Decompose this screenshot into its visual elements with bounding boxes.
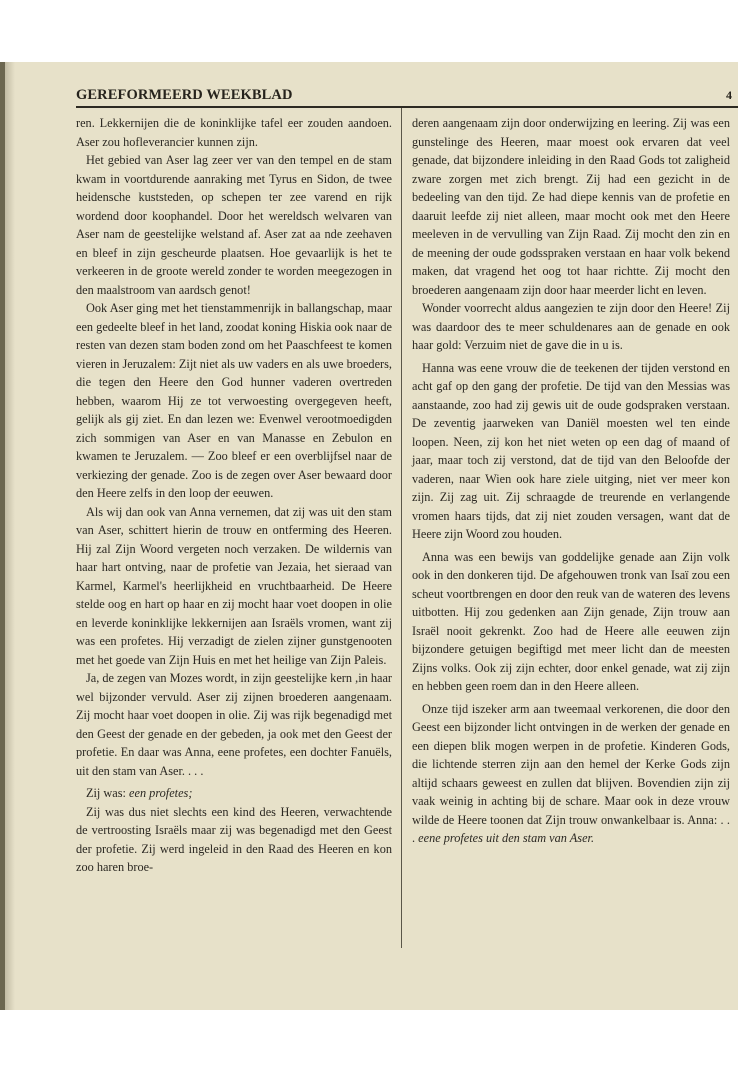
page-header [76,86,738,108]
right-column [412,114,730,848]
paragraph: Zij was dus niet slechts een kind des Heeren, verwachtende de vertroosting Israëls maar zij was begenadigd met den Geest der profetie. Zij werd ingeleid in den Raad des Heeren en kon zoo haren broe- [76,804,392,874]
left-column [76,114,392,877]
paragraph: Wonder voorrecht aldus aangezien te zijn door den Heere! Zij was daardoor des te meer schuldenares aan de genade en ook haar gold: Verzuim niet de gave die in u is. [412,301,730,352]
column-divider [401,108,402,948]
paragraph: Hanna was eene vrouw die de teekenen der tijden verstond en acht gaf op den gang der profetie. De tijd van den Messias was aanstaande, zoo had zij gewis uit de oude godspraken verstaan. De zeventig jaarweken van Daniël moesten wel ten einde loopen. Neen, zij kon het niet weten op een dag of maand of jaar, maar toch zij verstond, dat de tijd van den Beloofde der vaderen, naar Wien ook hare ziele uitging, niet ver meer kon zijn. Zij zag uit. Zij schraagde de treurende en verlangende vromen haars tijds, dat zij niet zouden versagen, want dat de Heere zijn Woord zou houden. [412,360,730,541]
paragraph: Ja, de zegen van Mozes wordt, in zijn geestelijke kern ,in haar wel bijzonder vervuld. Aser zij zijnen broederen aangenaam. Zij mocht haar voet doopen in olie. Zij was rijk begenadigd met den Geest der genade en der gebeden, ja ook met den Geest der profetie. En daar was Anna, eene profetes, een dochter Fanuëls, uit den stam van Aser. . . . [76,671,392,778]
page-edge-shadow [5,62,15,1010]
page-number: 4 [726,88,732,102]
paragraph: Als wij dan ook van Anna vernemen, dat zij was uit den stam van Aser, schittert hierin de trouw en ontferming des Heeren. Hij zal Zijn Woord vergeten noch verzaken. De wildernis van haar hart ontving, naar de profetie van Jezaia, het sieraad van Karmel, Karmel's heerlijkheid en vruchtbaarheid. De Heere stelde oog en hart op haar en zij mocht haar voet doopen in olie en leverde koninklijke lekkernijen aan Israëls vromen, want zij was een profetes. Hij verzadigt de zielen zijner gunstgenooten met het goede van Zijn Huis en met het heilige van Zijn Paleis. [76,504,392,667]
paragraph: Ook Aser ging met het tienstammenrijk in ballangschap, maar een gedeelte bleef in het land, zoodat koning Hiskia ook naar de resten van dezen stam boden zond om het Paaschfeest te komen vieren in Jeruzalem: Zijt niet als uw vaders en als uwe broeders, die tegen den Heere den God hunner vaderen overtreden hebben, waarom Hij ze tot verwoesting overgegeven heeft, gelijk als gij ziet. En dan lezen we: Evenwel verootmoedigden zich sommigen van Aser en van Manasse en Zebulon en kwamen te Jeruzalem. — Zoo bleef er een overblijfsel naar de verkiezing der genade. Zoo is de zegen over Aser bewaard door den Heere zelfs in den loop der eeuwen. [76,301,392,500]
publication-title: GEREFORMEERD WEEKBLAD [76,87,293,103]
emphasis-text: een profetes; [129,786,193,800]
paragraph [76,784,392,803]
paragraph-lead: Zij was: [86,786,130,800]
paragraph [412,700,730,848]
paragraph: Het gebied van Aser lag zeer ver van den tempel en de stam kwam in voortdurende aanraking met Tyrus en Sidon, de twee heidensche kuststeden, op schepen ter zee varend en rijk wordend door koophandel. Door het wereldsch welvaren van Aser nam de geestelijke welstand af. Aser zat aa nde zeehaven en bleef in zijn gescheurde plaatsen. Hoe gevaarlijk is het te verkeeren in de groote wereld zonder te worden meegezogen in den maalstroom van aardsch genot! [76,153,392,297]
paragraph: Anna was een bewijs van goddelijke genade aan Zijn volk ook in den donkeren tijd. De afgehouwen tronk van Isaï zou een scheut voortbrengen en door den reuk van de wateren des levens uitbotten. Hij zou gedenken aan Zijn genade, Zijn trouw aan Israël nooit gekrenkt. Zoo had de Heere alle eeuwen zijn bijzondere getuigen begiftigd met meer licht dan de meesten Zijns volks. Ook zij zijn echter, door enkel genade, wat zij zijn en hebben geen roem dan in den Heere alleen. [412,549,730,693]
paragraph: ren. Lekkernijen die de koninklijke tafel eer zouden aandoen. Aser zou hofleverancier kunnen zijn. [76,116,392,149]
paragraph: deren aangenaam zijn door onderwijzing en leering. Zij was een gunstelinge des Heeren, maar moest ook ervaren dat veel genade, dat bijzondere inleiding in den Raad Gods tot zaligheid zware zorgen met zich brengt. Zij had een gezicht in de bedeeling van den tijd. Ze had diepe kennis van de profetie en daaruit leefde zij niet alleen, maar mocht ook met den Heere meeleven in de vervulling van Zijn Raad. Zij mocht den zin en de meening der oude godsspraken verstaan en haar volk bekend maken, dat vragend het oog tot haar richtte. Zij mocht den broederen aangenaam zijn door haar meerder licht en leven. [412,116,730,297]
emphasis-text: eene profetes uit den stam van Aser. [418,831,595,845]
paragraph-lead: Onze tijd iszeker arm aan tweemaal verkorenen, die door den Geest een bijzonder licht ontvingen in de werken der genade en een diepen blik mogen werpen in de profetie. Kinderen Gods, die lichtende sterren zijn aan den hemel der Kerke Gods zijn altijd schaars geweest en zullen dat blijven. Bovendien zijn zij vaak weinig in achting bij de schare. Maar ook in deze vrouw wilde de Heere toonen dat Zijn trouw onwankelbaar is. Anna: . . . [412,701,730,845]
